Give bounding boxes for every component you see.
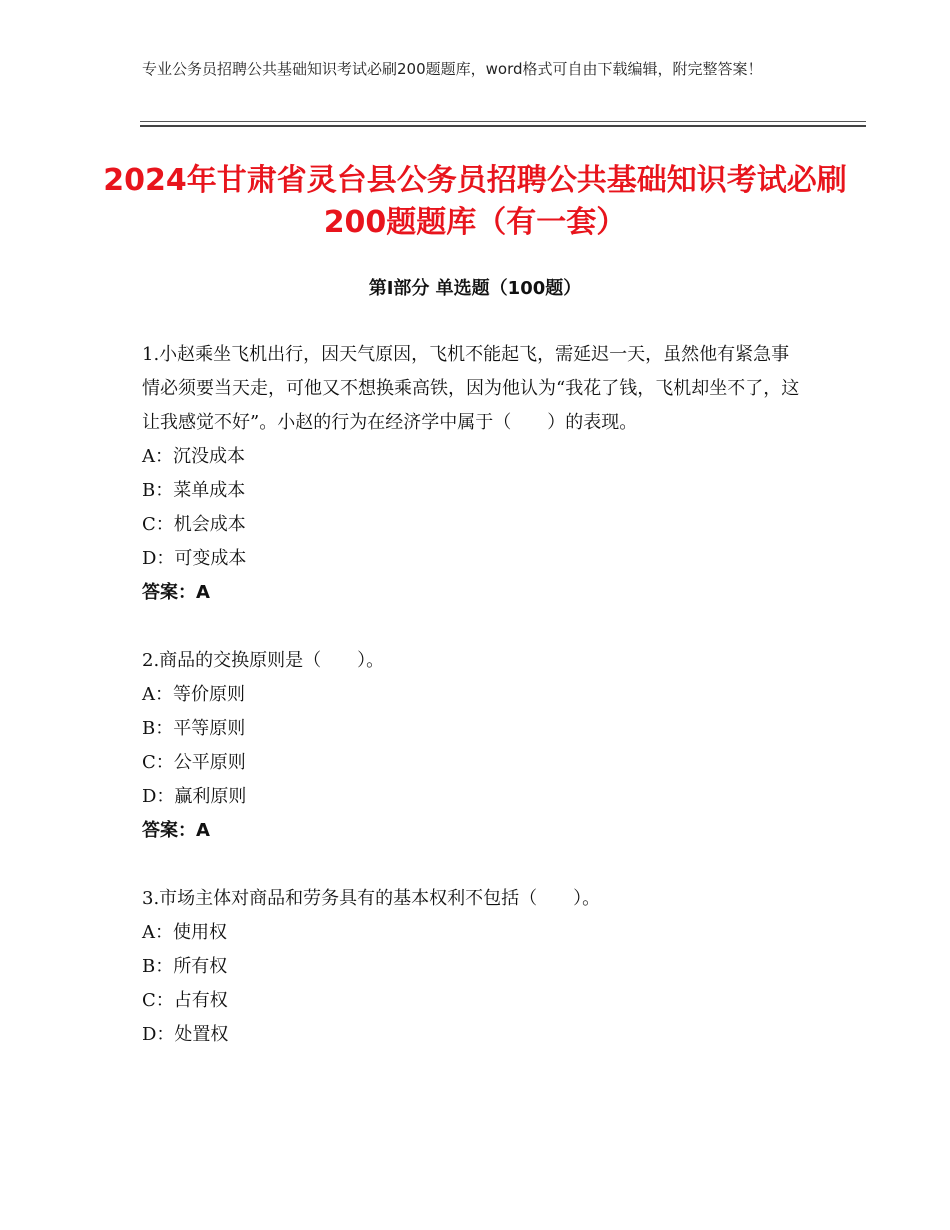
question-text: 2.商品的交换原则是（ ）。 (142, 650, 385, 671)
option-a: A：沉没成本 (142, 446, 245, 467)
option-d: D：赢利原则 (142, 786, 247, 807)
answer: 答案：A (142, 582, 210, 603)
option-c: C：占有权 (142, 990, 228, 1011)
document-title: 2024年甘肃省灵台县公务员招聘公共基础知识考试必刷200题题库（有一套） (103, 163, 847, 240)
question-list (142, 338, 802, 1086)
section-title: 第Ⅰ部分 单选题（100题） (368, 278, 582, 299)
option-c: C：公平原则 (142, 752, 246, 773)
option-d: D：可变成本 (142, 548, 247, 569)
question-2 (142, 644, 802, 848)
question-text: 3.市场主体对商品和劳务具有的基本权利不包括（ ）。 (142, 888, 601, 909)
header-divider-thick (140, 125, 866, 127)
answer: 答案：A (142, 820, 210, 841)
option-c: C：机会成本 (142, 514, 246, 535)
header-note: 专业公务员招聘公共基础知识考试必刷200题题库，word格式可自由下载编辑，附完整答案！ (142, 60, 763, 78)
option-b: B：所有权 (142, 956, 228, 977)
question-1 (142, 338, 802, 610)
option-a: A：等价原则 (142, 684, 245, 705)
option-d: D：处置权 (142, 1024, 229, 1045)
question-text: 1.小赵乘坐飞机出行，因天气原因，飞机不能起飞，需延迟一天，虽然他有紧急事情必须要当天走，可他又不想换乘高铁，因为他认为“我花了钱，飞机却坐不了，这让我感觉不好”。小赵的行为在经济学中属于（ ）的表现。 (142, 344, 800, 433)
option-b: B：菜单成本 (142, 480, 246, 501)
header-divider (140, 121, 866, 122)
option-a: A：使用权 (142, 922, 227, 943)
option-b: B：平等原则 (142, 718, 246, 739)
question-3 (142, 882, 802, 1052)
